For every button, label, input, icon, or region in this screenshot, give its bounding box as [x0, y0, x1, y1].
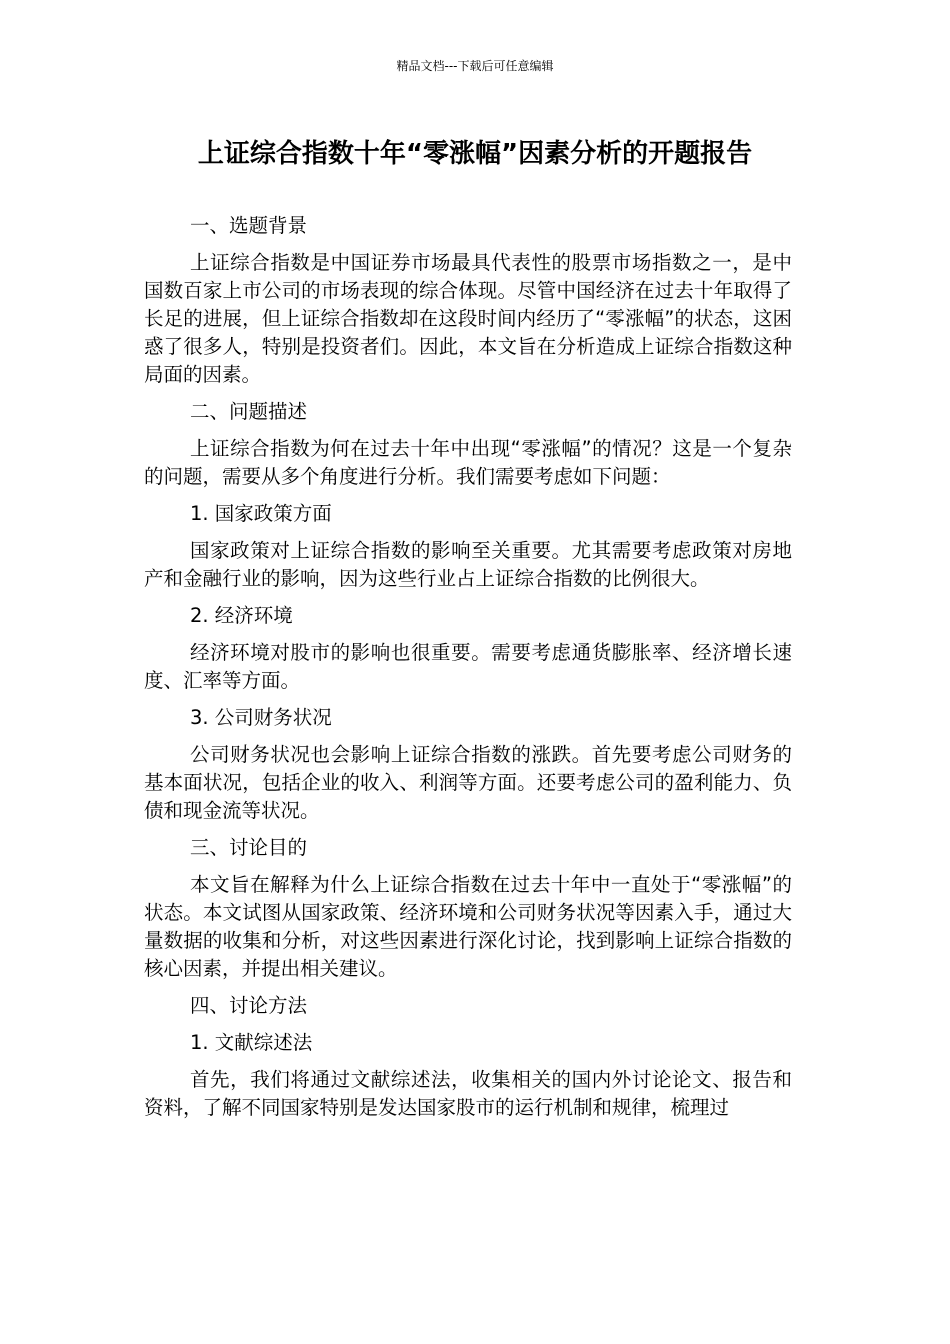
section-heading-problem: 二、问题描述	[190, 400, 308, 423]
document-title: 上证综合指数十年“零涨幅”因素分析的开题报告	[197, 139, 753, 169]
paragraph-national-policy: 国家政策对上证综合指数的影响至关重要。尤其需要考虑政策对房地产和金融行业的影响，因为这些行业占上证综合指数的比例很大。	[144, 539, 792, 590]
subheading-economic-environment: 2. 经济环境	[190, 604, 293, 627]
subheading-literature-review: 1. 文献综述法	[190, 1031, 313, 1054]
paragraph-economic-environment: 经济环境对股市的影响也很重要。需要考虑通货膨胀率、经济增长速度、汇率等方面。	[144, 641, 792, 692]
paragraph-background: 上证综合指数是中国证券市场最具代表性的股票市场指数之一，是中国数百家上市公司的市场表现的综合体现。尽管中国经济在过去十年取得了长足的进展，但上证综合指数却在这段时间内经历了“零涨幅”的状态，这困惑了很多人，特别是投资者们。因此，本文旨在分析造成上证综合指数这种局面的因素。	[144, 251, 792, 386]
subheading-company-finance: 3. 公司财务状况	[190, 706, 332, 729]
section-heading-background: 一、选题背景	[190, 214, 308, 237]
paragraph-company-finance: 公司财务状况也会影响上证综合指数的涨跌。首先要考虑公司财务的基本面状况，包括企业的收入、利润等方面。还要考虑公司的盈利能力、负债和现金流等状况。	[144, 743, 792, 822]
page-header-watermark: 精品文档---下载后可任意编辑	[396, 59, 554, 73]
paragraph-problem: 上证综合指数为何在过去十年中出现“零涨幅”的情况？这是一个复杂的问题，需要从多个角度进行分析。我们需要考虑如下问题：	[144, 437, 792, 488]
paragraph-purpose: 本文旨在解释为什么上证综合指数在过去十年中一直处于“零涨幅”的状态。本文试图从国家政策、经济环境和公司财务状况等因素入手，通过大量数据的收集和分析，对这些因素进行深化讨论，找到影响上证综合指数的核心因素，并提出相关建议。	[144, 873, 792, 980]
section-heading-method: 四、讨论方法	[190, 994, 308, 1017]
section-heading-purpose: 三、讨论目的	[190, 836, 308, 859]
document-body	[144, 212, 792, 1131]
subheading-national-policy: 1. 国家政策方面	[190, 502, 332, 525]
paragraph-literature-review: 首先，我们将通过文献综述法，收集相关的国内外讨论论文、报告和资料，了解不同国家特别是发达国家股市的运行机制和规律，梳理过	[144, 1068, 792, 1119]
